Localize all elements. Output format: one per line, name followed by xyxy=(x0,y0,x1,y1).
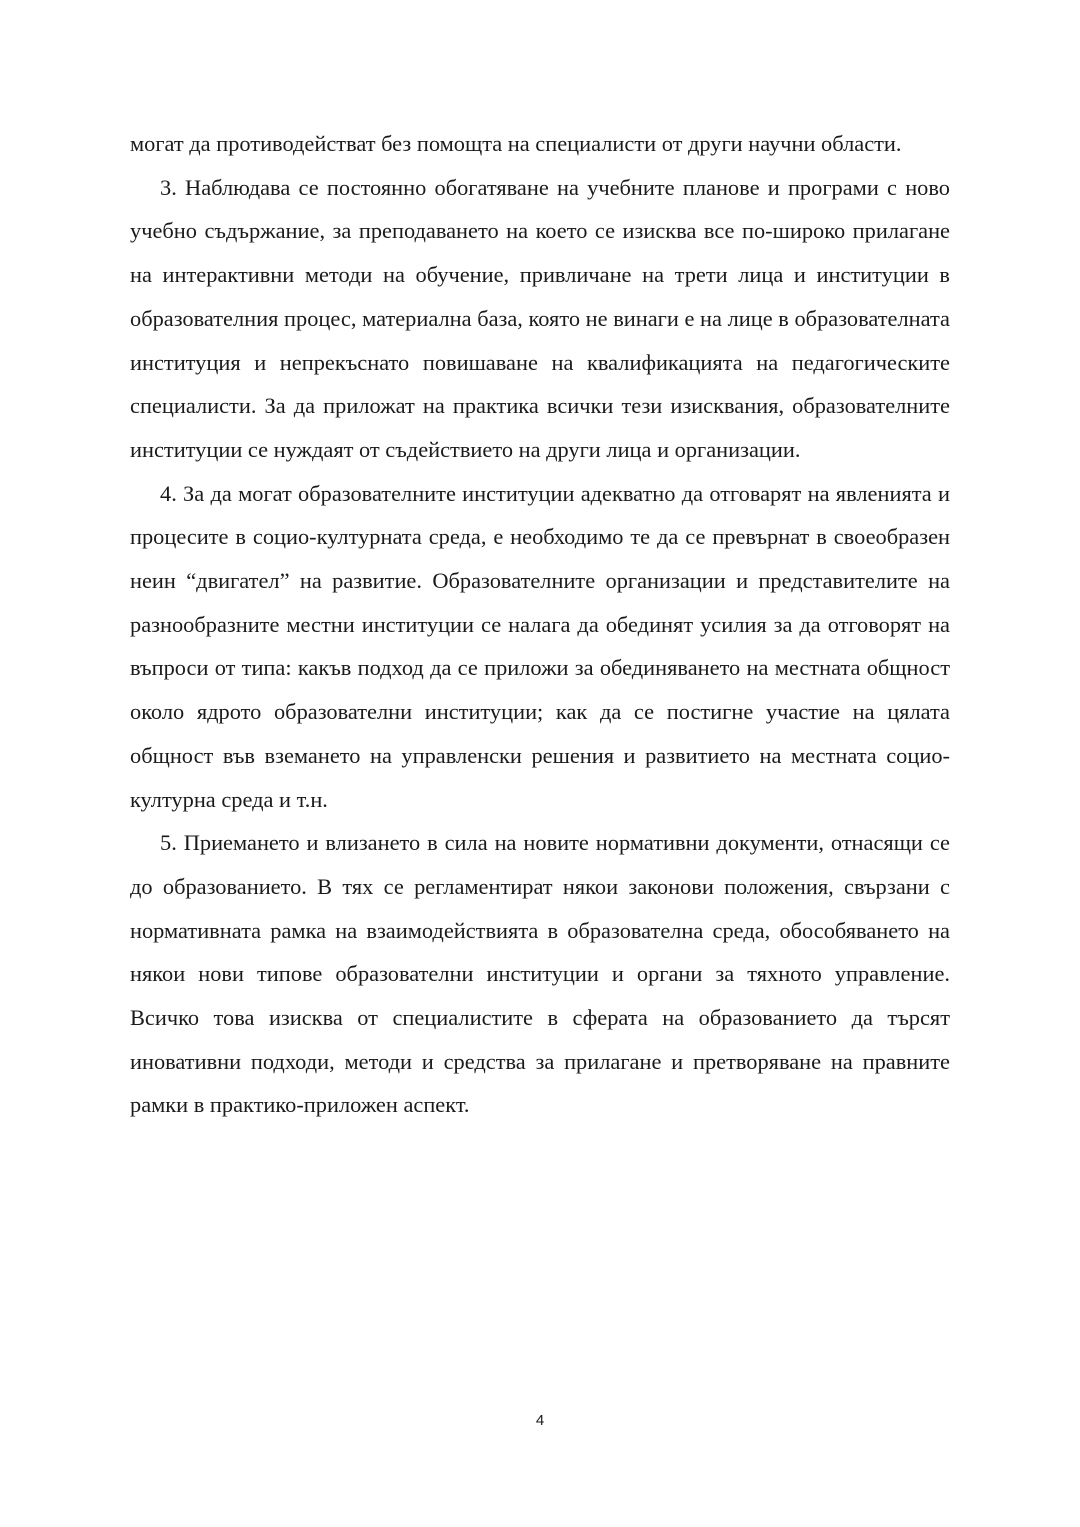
document-body xyxy=(130,122,950,1127)
paragraph-item-4: 4. За да могат образователните институции адекватно да отговарят на явленията и процесите в социо-културната среда, е необходимо те да се превърнат в своеобразен неин “двигател” на развитие. Образователните организации и представителите на разнообразните местни институции се налага да обединят усилия за да отговорят на въпроси от типа: какъв подход да се приложи за обединяването на местната общност около ядрото образователни институции; как да се постигне участие на цялата общност във вземането на управленски решения и развитието на местната социо-културна среда и т.н. xyxy=(130,480,950,812)
paragraph-item-3: 3. Наблюдава се постоянно обогатяване на учебните планове и програми с ново учебно съдържание, за преподаването на което се изисква все по-широко прилагане на интерактивни методи на обучение, привличане на трети лица и институции в образователния процес, материална база, която не винаги е на лице в образователната институция и непрекъснато повишаване на квалификацията на педагогическите специалисти. За да приложат на практика всички тези изисквания, образователните институции се нуждаят от съдействието на други лица и организации. xyxy=(130,174,950,462)
paragraph-item-5: 5. Приемането и влизането в сила на новите нормативни документи, отнасящи се до образованието. В тях се регламентират някои законови положения, свързани с нормативната рамка на взаимодействията в образователна среда, обособяването на някои нови типове образователни институции и органи за тяхното управление. Всичко това изисква от специалистите в сферата на образованието да търсят иновативни подходи, методи и средства за прилагане и претворяване на правните рамки в практико-приложен аспект. xyxy=(130,830,950,1118)
page-number: 4 xyxy=(535,1412,545,1429)
paragraph-continuation: могат да противодействат без помощта на специалисти от други научни области. xyxy=(130,131,902,156)
